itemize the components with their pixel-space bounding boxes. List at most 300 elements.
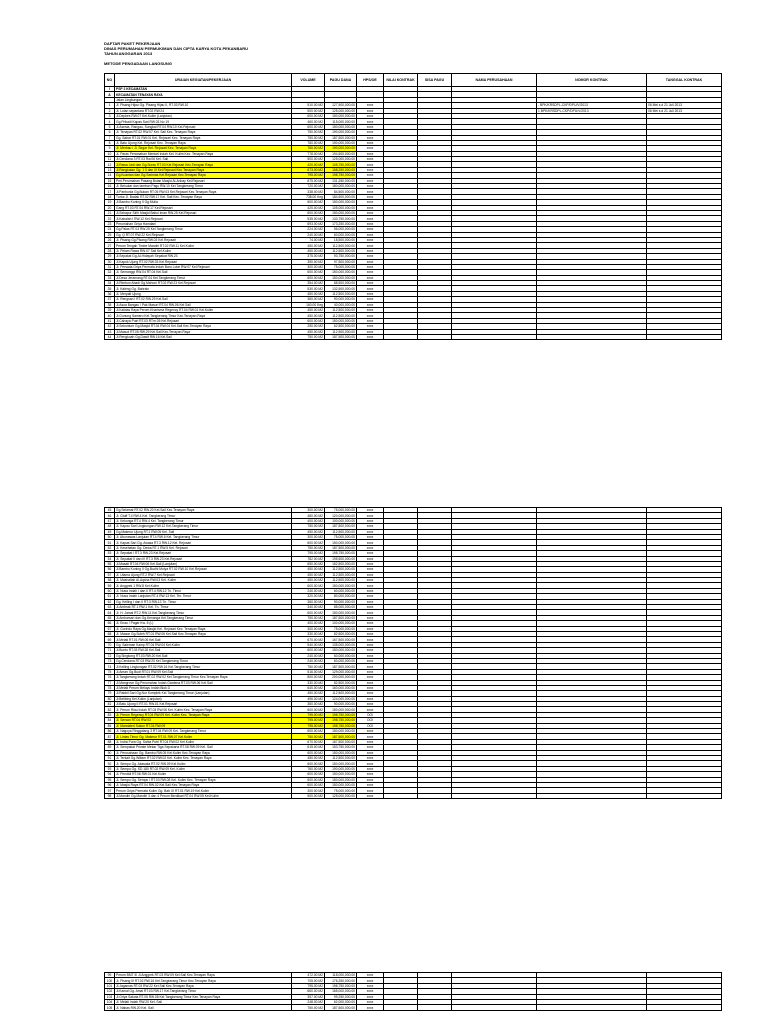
row-volume: 500.00 M2 bbox=[292, 157, 325, 162]
row-volume: 615.00 M2 bbox=[292, 745, 325, 750]
row-uraian: Jl.Asesta, Rangau, Sungkai RT.04 RW.10 Kel.Rejosari bbox=[115, 124, 292, 129]
row-uraian: Jl. Semanggi RW.04 RT.04 Kel.Sail bbox=[115, 270, 292, 275]
row-uraian: Jl.Bambu Kuning II Gg.Budhi Mulya RT.02 RW.10 Kel.Rejosari bbox=[115, 567, 292, 572]
row-no: 84 bbox=[105, 718, 115, 723]
row-pagu: 150,000,000.00 bbox=[325, 707, 357, 712]
row-volume: 750.00 M2 bbox=[292, 664, 325, 669]
row-uraian: Jl. Mawar Gg.Soleh RT.01 RW.06 Kel.Sail Kec.Tenayan Raya bbox=[115, 631, 292, 636]
row-uraian: Jl.Rangkaian Gg. 1 II dan III Kel.Rejosari Kec.Tenayan Raya bbox=[115, 167, 292, 172]
row-pagu: 190,000,000.00 bbox=[325, 130, 357, 135]
row-pagu: 100,000,000.00 bbox=[325, 518, 357, 523]
col-nilai-kontrak: NILAI KONTRAK bbox=[384, 74, 418, 87]
row-volume: 795.00 M2 bbox=[292, 983, 325, 988]
row-pagu: 198,750,000.00 bbox=[325, 712, 357, 717]
row-volume: 795.00 M2 bbox=[292, 173, 325, 178]
row-volume: 800.00 M2 bbox=[292, 675, 325, 680]
row-hps: xxxx bbox=[357, 978, 384, 983]
row-uraian: Jl. H. Jamal RT.2 RW.11 Kel.Tangkerang Timur bbox=[115, 610, 292, 615]
row-uraian: Jl.Masati RT.04 RW.06 Kel.Sail (Lanjutan) bbox=[115, 561, 292, 566]
row-uraian: Jl.Melati RT.01 RW.06 Kel.Sail bbox=[115, 637, 292, 642]
row-volume: 354.00 M2 bbox=[292, 281, 325, 286]
row-hps: xxxx bbox=[357, 750, 384, 755]
row-volume: 360.00 M2 bbox=[292, 297, 325, 302]
row-uraian: Jl. Indra Pura Gg. Sahla Putri RT.04 RW.02 Kel.Kulim bbox=[115, 739, 292, 744]
row-no: 78 bbox=[105, 685, 115, 690]
row-uraian: Jl.Tangkerang Indah RT.02 RW.02 Kel.Tangkerang Timur Kec.Tenayan Raya bbox=[115, 675, 292, 680]
row-pagu: 82,500,000.00 bbox=[325, 680, 357, 685]
row-uraian: Jl.Kelling Lingkungan RT.02 RW.16 Kel.Tangkerang Timur bbox=[115, 664, 292, 669]
row-hps: xxxx bbox=[357, 1005, 384, 1010]
row-pagu: 115,000,000.00 bbox=[325, 119, 357, 124]
row-uraian: Gg. Q RT.07 RW.22 Kel.Rejosari bbox=[115, 232, 292, 237]
row-volume: 600.00 M2 bbox=[292, 707, 325, 712]
row-hps: xxxx bbox=[357, 221, 384, 226]
row-no: 76 bbox=[105, 675, 115, 680]
table-page-3 bbox=[104, 972, 722, 1011]
row-no: 69 bbox=[105, 637, 115, 642]
row-pagu: 187,500,000.00 bbox=[325, 524, 357, 529]
row-no: 80 bbox=[105, 696, 115, 701]
row-pagu: 80,000,000.00 bbox=[325, 594, 357, 599]
col-hps: HPS/OE bbox=[357, 74, 384, 87]
row-pagu: 150,000,000.00 bbox=[325, 761, 357, 766]
row-hps: xxxx bbox=[357, 518, 384, 523]
row-pagu: 84,500,000.00 bbox=[325, 189, 357, 194]
row-uraian: Jl. Paras Peramahan Mentari Indah Kel. Kulim Kec. Tenayan Raya bbox=[115, 151, 292, 156]
row-hps: xxxx bbox=[357, 119, 384, 124]
row-pagu: 82,500,000.00 bbox=[325, 631, 357, 636]
row-volume: 360.00 M2 bbox=[292, 702, 325, 707]
row-nama-perusahaan bbox=[452, 1005, 537, 1010]
row-hps: xxxx bbox=[357, 594, 384, 599]
row-volume: 600.00 M2 bbox=[292, 540, 325, 545]
row-pagu: 112,500,000.00 bbox=[325, 291, 357, 296]
row-no: 19 bbox=[105, 200, 115, 205]
row-pagu: 118,000,000.00 bbox=[325, 973, 357, 978]
row-hps: xxxx bbox=[357, 227, 384, 232]
row-uraian: Jl. Sempu Gg. SD 180 RT.02 RW.09 Kel. Kulim bbox=[115, 766, 292, 771]
row-pagu: 150,000,000.00 bbox=[325, 750, 357, 755]
row-hps: xxxx bbox=[357, 313, 384, 318]
row-uraian: Jl. Persada Griya Permata Indah Baru Lotar RW.07 Kel.Rejosari bbox=[115, 264, 292, 269]
row-no: 34 bbox=[105, 281, 115, 286]
row-pagu: 93,750,000.00 bbox=[325, 254, 357, 259]
row-uraian: Jl. Enau / Pagar Kw. 5 (L) bbox=[115, 621, 292, 626]
row-uraian: Jl. Sempu Gg. Sempu I RT.03 RW.08 Kel. Kulim Kec. Tenayan Raya bbox=[115, 777, 292, 782]
row-volume: 778.00 M2 bbox=[292, 151, 325, 156]
row-hps: xxxx bbox=[357, 524, 384, 529]
row-pagu: 198,750,000.00 bbox=[325, 723, 357, 728]
row-no: 72 bbox=[105, 653, 115, 658]
row-no: 49 bbox=[105, 529, 115, 534]
row-no: 6 bbox=[105, 130, 115, 135]
row-sisa-pagu bbox=[418, 793, 452, 798]
row-pagu: 150,000,000.00 bbox=[325, 782, 357, 787]
row-volume: 600.00 M2 bbox=[292, 772, 325, 777]
row-no: 18 bbox=[105, 194, 115, 199]
row-pagu: 60,000,000.00 bbox=[325, 658, 357, 663]
row-uraian: Jl. Kaleng Gg. Bahrain bbox=[115, 286, 292, 291]
row-pagu: 90,000,000.00 bbox=[325, 599, 357, 604]
row-hps: xxxx bbox=[357, 264, 384, 269]
row-volume: 600.00 M2 bbox=[292, 200, 325, 205]
row-no: 79 bbox=[105, 691, 115, 696]
row-uraian: Jl. Gurindo Raya Gg.Masjid Kel. Rejosari Kec. Tenayan Raya bbox=[115, 626, 292, 631]
row-volume: 300.00 M2 bbox=[292, 626, 325, 631]
row-hps: xxxx bbox=[357, 146, 384, 151]
row-pagu: 112,500,000.00 bbox=[325, 578, 357, 583]
row-no: 75 bbox=[105, 669, 115, 674]
row-no: 67 bbox=[105, 626, 115, 631]
row-no: 26 bbox=[105, 237, 115, 242]
row-pagu: 168,250,000.00 bbox=[325, 167, 357, 172]
row-hps: xxxx bbox=[357, 637, 384, 642]
row-volume: 240.00 M2 bbox=[292, 658, 325, 663]
row-uraian: Jl.Rawa Jadi dan Gg.Surau RT.03 Kel.Rejosari Kec.Tenayan Raya bbox=[115, 162, 292, 167]
row-pagu: 173,250,000.00 bbox=[325, 221, 357, 226]
row-uraian: Perum Griya Permata Kulim Gg. Bab XI RT.01 RW.19 Kel.Kulim bbox=[115, 788, 292, 793]
row-no: 28 bbox=[105, 248, 115, 253]
row-hps: xxxx bbox=[357, 745, 384, 750]
row-pagu: 112,500,000.00 bbox=[325, 329, 357, 334]
row-tanggal-kontrak: 06 Mei s.d 21 Juli 2013 bbox=[647, 108, 722, 113]
row-no: 93 bbox=[105, 766, 115, 771]
row-uraian: Jl.Sekapur Sirih Masjid Baitul Iman RW.25 Kel.Rejosari bbox=[115, 210, 292, 215]
row-pagu: 60,000,000.00 bbox=[325, 653, 357, 658]
row-uraian: Jl. Mashallah Al-Aqsha RW.03 Kel. Kulim bbox=[115, 578, 292, 583]
row-volume: 450.00 M2 bbox=[292, 291, 325, 296]
row-volume: 450.00 M2 bbox=[292, 691, 325, 696]
row-no: 47 bbox=[105, 518, 115, 523]
table-page-1 bbox=[104, 73, 722, 340]
row-uraian: Jl. Nagoya Ringgalang 3 RT.04 RW.09 Kel. Tangkerang Timur bbox=[115, 729, 292, 734]
row-uraian: Jl. Sersan RT.04 RW.03 bbox=[115, 718, 292, 723]
row-nilai-kontrak bbox=[384, 793, 418, 798]
row-uraian: Jl. Terkait Gg.Wiliam RT.02 RW.02 Kel. Kulim Kec. Tenayan Raya bbox=[115, 755, 292, 760]
row-uraian: Jl.Aman Gg.Budi RT.01 RW.09 Kel.Sail bbox=[115, 669, 292, 674]
row-pagu: 150,000,000.00 bbox=[325, 777, 357, 782]
group-no: I bbox=[105, 87, 115, 92]
row-uraian: Gg.Pribadi Kapas Sari RW.03 No 19 bbox=[115, 119, 292, 124]
row-volume: 500.00 M2 bbox=[292, 793, 325, 798]
row-pagu: 198,750,000.00 bbox=[325, 551, 357, 556]
row-pagu: 150,000,000.00 bbox=[325, 113, 357, 118]
row-pagu: 88,500,000.00 bbox=[325, 281, 357, 286]
row-hps: xxxx bbox=[357, 318, 384, 323]
row-volume: 340.00 M2 bbox=[292, 605, 325, 610]
row-pagu: 176,250,000.00 bbox=[325, 978, 357, 983]
row-volume: 660.00 M2 bbox=[292, 989, 325, 994]
row-volume: 510.00 M2 bbox=[292, 103, 325, 108]
row-nilai-kontrak bbox=[384, 334, 418, 339]
row-hps: xxxx bbox=[357, 157, 384, 162]
row-no: 22 bbox=[105, 216, 115, 221]
row-hps: xxxx bbox=[357, 583, 384, 588]
row-nomor-kontrak bbox=[537, 334, 647, 339]
row-uraian: Jl. Batu Ujung Kel. Rejosari Kec. Tenayan Raya bbox=[115, 140, 292, 145]
row-volume: 795.00 M2 bbox=[292, 718, 325, 723]
row-hps: xxxx bbox=[357, 200, 384, 205]
row-no: 42 bbox=[105, 324, 115, 329]
row-no: 32 bbox=[105, 270, 115, 275]
row-no: 73 bbox=[105, 658, 115, 663]
row-hps: xxxx bbox=[357, 973, 384, 978]
row-uraian: Gg. Kelling I dan II RT.3 RW.13 Tn. Timur bbox=[115, 599, 292, 604]
row-pagu: 90,000,000.00 bbox=[325, 702, 357, 707]
row-pagu: 150,000,000.00 bbox=[325, 610, 357, 615]
row-volume: 516.00 M2 bbox=[292, 669, 325, 674]
row-hps: xxxx bbox=[357, 729, 384, 734]
row-volume: 600.00 M2 bbox=[292, 275, 325, 280]
row-uraian: Jl. Pisang Gg.Pisang RW.03 Kel.Rejosari bbox=[115, 237, 292, 242]
row-volume: 240.00 M2 bbox=[292, 232, 325, 237]
row-pagu: 75,000,000.00 bbox=[325, 264, 357, 269]
row-no: 27 bbox=[105, 243, 115, 248]
row-uraian: Jl. Nabas RW.20 Kel. Sail bbox=[115, 1005, 292, 1010]
row-no: 35 bbox=[105, 286, 115, 291]
row-pagu: 135,000,000.00 bbox=[325, 642, 357, 647]
row-hps: xxxx bbox=[357, 648, 384, 653]
row-nomor-kontrak: 1 BPK/KRSDPL-CKP/DPU/V/2013 bbox=[537, 108, 647, 113]
row-volume: 600.00 M2 bbox=[292, 583, 325, 588]
row-uraian: Gang RT.03 RT.04 RW.17 Kel.Rejosari bbox=[115, 205, 292, 210]
row-volume: 670.00 M2 bbox=[292, 739, 325, 744]
row-no: 37 bbox=[105, 297, 115, 302]
row-pagu: 184,500,000.00 bbox=[325, 194, 357, 199]
row-no: 43 bbox=[105, 329, 115, 334]
row-no: 15 bbox=[105, 178, 115, 183]
row-volume: 496.00 M2 bbox=[292, 696, 325, 701]
row-pagu: 150,000,000.00 bbox=[325, 124, 357, 129]
row-volume: 600.00 M2 bbox=[292, 113, 325, 118]
row-hps: xxxx bbox=[357, 508, 384, 513]
row-uraian: Jl.Buntu RT.03 RW.28 Kel.Sail bbox=[115, 648, 292, 653]
row-uraian: Jl.Bambu Kuning II Gg.Mulia bbox=[115, 200, 292, 205]
row-hps: xxxx bbox=[357, 281, 384, 286]
row-volume: 670.00 M2 bbox=[292, 637, 325, 642]
row-pagu: 187,500,000.00 bbox=[325, 615, 357, 620]
row-hps: xxxx bbox=[357, 772, 384, 777]
row-uraian: Gg.Kuantan dan Gg.Sarimas Kel.Rejosari Kec.Tenayan Raya bbox=[115, 173, 292, 178]
row-volume: 375.00 M2 bbox=[292, 254, 325, 259]
row-no: 92 bbox=[105, 761, 115, 766]
row-pagu: 112,500,000.00 bbox=[325, 567, 357, 572]
row-uraian: Jl.Desa Jeramang RT.04 Kel.Tangkerang Timur bbox=[115, 275, 292, 280]
row-volume: 300.00 M2 bbox=[292, 534, 325, 539]
row-no: 8 bbox=[105, 140, 115, 145]
row-volume: 795.00 M2 bbox=[292, 551, 325, 556]
row-hps: xxxx bbox=[357, 232, 384, 237]
row-volume: 450.00 M2 bbox=[292, 755, 325, 760]
row-uraian: Perl.Perumahan Pasang Bulan Masjid Al-Anbay Kel.Rejosari bbox=[115, 178, 292, 183]
row-hps: xxxx bbox=[357, 178, 384, 183]
row-volume: 224.00 M2 bbox=[292, 227, 325, 232]
row-hps: xxxx bbox=[357, 572, 384, 577]
row-hps: xxxx bbox=[357, 561, 384, 566]
row-uraian: Jl.Cendana 3 RT.03 Rw.06 Kel. Sail bbox=[115, 157, 292, 162]
row-no: 81 bbox=[105, 702, 115, 707]
row-no: 30 bbox=[105, 259, 115, 264]
row-pagu: 165,000,000.00 bbox=[325, 989, 357, 994]
row-uraian: Jl.Cahaya Putri RT.03 RTm.05 Kel.Rejosari bbox=[115, 318, 292, 323]
row-no: 99 bbox=[105, 973, 115, 978]
row-pagu: 129,000,000.00 bbox=[325, 669, 357, 674]
row-volume: 600.00 M2 bbox=[292, 610, 325, 615]
row-uraian: Jl. Mandaleri Sukun RT.04 RW.09 bbox=[115, 723, 292, 728]
row-pagu: 167,500,000.00 bbox=[325, 739, 357, 744]
row-hps: xxxx bbox=[357, 664, 384, 669]
row-hps: xxxx bbox=[357, 534, 384, 539]
row-hps: xxxx bbox=[357, 324, 384, 329]
row-pagu: 75,000,000.00 bbox=[325, 788, 357, 793]
row-uraian: Perumahan Griya Hamdani bbox=[115, 221, 292, 226]
row-hps: xxxx bbox=[357, 124, 384, 129]
row-pagu: 124,000,000.00 bbox=[325, 696, 357, 701]
row-no: 56 bbox=[105, 567, 115, 572]
row-pagu: 150,000,000.00 bbox=[325, 275, 357, 280]
row-no: 62 bbox=[105, 599, 115, 604]
row-pagu: 190,000,000.00 bbox=[325, 146, 357, 151]
row-volume: 750.00 M2 bbox=[292, 130, 325, 135]
row-nama-perusahaan bbox=[452, 793, 537, 798]
row-volume: 420.00 M2 bbox=[292, 162, 325, 167]
row-volume: 248.00 M2 bbox=[292, 999, 325, 1004]
row-no: 5 bbox=[105, 124, 115, 129]
row-uraian: Jl. Kekunga RT.4 RW.4 Kel. Tangkerang Timur bbox=[115, 518, 292, 523]
row-uraian: Jl.Kabalah I RW.12 Kel.Rejosari bbox=[115, 216, 292, 221]
row-no: 68 bbox=[105, 631, 115, 636]
row-pagu: 190,000,000.00 bbox=[325, 766, 357, 771]
row-nomor-kontrak: - BPK/KRSDPL-CKP/DPU/V/2013 bbox=[537, 103, 647, 108]
row-hps: xxxx bbox=[357, 286, 384, 291]
row-no: 91 bbox=[105, 755, 115, 760]
row-hps: xxxx bbox=[357, 151, 384, 156]
row-no: 24 bbox=[105, 227, 115, 232]
row-uraian: Gg.Selamat RT.02 RW.20 Kel.Sail Kec.Tenayan Raya bbox=[115, 508, 292, 513]
row-uraian: Jl. Kapas Sari Gg. Awasa RT.3 RW.12 Kel. Rejosari bbox=[115, 540, 292, 545]
row-hps: xxxx bbox=[357, 173, 384, 178]
row-pagu: 60,000,000.00 bbox=[325, 232, 357, 237]
col-nama-perusahaan: NAMA PERUSAHAAN bbox=[452, 74, 537, 87]
row-hps: xxxx bbox=[357, 685, 384, 690]
row-no: 41 bbox=[105, 318, 115, 323]
row-volume: 540.00 M2 bbox=[292, 642, 325, 647]
row-no: 16 bbox=[105, 184, 115, 189]
row-pagu: 198,750,000.00 bbox=[325, 173, 357, 178]
row-hps: xxxx bbox=[357, 135, 384, 140]
row-hps: xxxx bbox=[357, 167, 384, 172]
row-no: 4 bbox=[105, 119, 115, 124]
row-no: 46 bbox=[105, 513, 115, 518]
row-uraian: Jl. Pisang III RT.02 RW.16 Kel.Tangkerang Timur Kec.Tenayan Raya bbox=[115, 978, 292, 983]
row-uraian: Jl.Panbunia Gg.Bukan RT.05 RW.03 Kel.Rejosari Kec.Tenayan Raya bbox=[115, 189, 292, 194]
table-row bbox=[105, 793, 722, 798]
row-uraian: Jl. Bekukar dan lambun Pagu RW.10 Kel.Tangkerang Timur bbox=[115, 184, 292, 189]
row-pagu: 150,000,000.00 bbox=[325, 648, 357, 653]
row-hps: xxxx bbox=[357, 755, 384, 760]
row-pagu: 150,000,000.00 bbox=[325, 540, 357, 545]
row-uraian: Jl. Lulan sepantara RT.02 RW.24 bbox=[115, 108, 292, 113]
row-volume: 600.00 M2 bbox=[292, 210, 325, 215]
table-page-2 bbox=[104, 507, 722, 799]
row-no: 23 bbox=[105, 221, 115, 226]
row-volume: 750.00 M2 bbox=[292, 135, 325, 140]
row-uraian: Jl.Depkes RW.07 Kel.Kulim (Lanjutan) bbox=[115, 113, 292, 118]
row-no: 94 bbox=[105, 772, 115, 777]
row-volume: 160.00 Keg bbox=[292, 302, 325, 307]
row-uraian: Jl. Perum Riau Indah RT.03 RW.06 Kel. Kulim Kec. Tenayan Raya bbox=[115, 707, 292, 712]
row-uraian: Jl. Nusa Indah I dan II RT.4 RW.12 Tn. Timur bbox=[115, 588, 292, 593]
row-uraian: Jl.Rengkuah Gg.Dawit RW.16 Kel.Sail bbox=[115, 334, 292, 339]
row-pagu: 112,500,000.00 bbox=[325, 243, 357, 248]
row-uraian: Jl. Melati Indah RW.20 Kel. Sail bbox=[115, 999, 292, 1004]
row-uraian: Jl.Ambrak RT.1 RW.1 Kel. Tn. Timur bbox=[115, 605, 292, 610]
row-hps: xxxx bbox=[357, 270, 384, 275]
row-volume: 320.00 M2 bbox=[292, 594, 325, 599]
row-hps: xxxx bbox=[357, 556, 384, 561]
row-no: 55 bbox=[105, 561, 115, 566]
header-line-2: DINAS PERUMAHAN PERMUKIMAN DAN CIPTA KARYA KOTA PEKANBARU bbox=[104, 46, 249, 51]
row-hps: xxxx bbox=[357, 631, 384, 636]
row-uraian: Jl.Asoa Bangau / Pak Masuri RT.04 RW.06 Kel.Sail bbox=[115, 302, 292, 307]
header-line-1: DAFTAR PAKET PEKERJAAN bbox=[104, 41, 161, 46]
row-volume: 472.00 M2 bbox=[292, 973, 325, 978]
row-volume: 300.00 M2 bbox=[292, 788, 325, 793]
row-no: 64 bbox=[105, 610, 115, 615]
row-uraian: Gg. Sabar RT.01 RW.01 Kel. Rejosari Kec. Tenayan Raya bbox=[115, 135, 292, 140]
row-volume: 400.00 M2 bbox=[292, 621, 325, 626]
table-row bbox=[105, 334, 722, 339]
row-no: 52 bbox=[105, 545, 115, 550]
row-hps: xxxx bbox=[357, 108, 384, 113]
row-uraian: Jl. Merpati Ujung bbox=[115, 291, 292, 296]
row-volume: 400.00 M2 bbox=[292, 518, 325, 523]
row-volume: 795.00 M2 bbox=[292, 712, 325, 717]
row-uraian: Jl. Sempakat Private Mekar Tiga Sepakaria RT.08 RW.09 Kel. Sail bbox=[115, 745, 292, 750]
row-pagu: 180,000,000.00 bbox=[325, 184, 357, 189]
row-no: 97 bbox=[105, 788, 115, 793]
row-no: 98 bbox=[105, 793, 115, 798]
row-pagu: 125,000,000.00 bbox=[325, 793, 357, 798]
row-volume: 450.00 M2 bbox=[292, 578, 325, 583]
row-uraian: Jl. Perum Regency RT.04 RW.09 Kel. Kulim Kec. Tenayan Raya bbox=[115, 712, 292, 717]
col-no: NO bbox=[105, 74, 115, 87]
row-hps: xxxx bbox=[357, 308, 384, 313]
row-pagu: 112,500,000.00 bbox=[325, 529, 357, 534]
row-hps: xxxx bbox=[357, 275, 384, 280]
row-uraian: Jl.Mandiri Gg.Mandiri 3 dan 4 Perum Berdikari RT.04 RW.05 Kel.Kulim bbox=[115, 793, 292, 798]
row-hps: xxxx bbox=[357, 983, 384, 988]
row-no: 50 bbox=[105, 534, 115, 539]
row-volume: 750.00 M2 bbox=[292, 524, 325, 529]
row-no: 71 bbox=[105, 648, 115, 653]
row-pagu: 194,500,000.00 bbox=[325, 151, 357, 156]
row-no: 2 bbox=[105, 108, 115, 113]
row-volume: 420.00 M2 bbox=[292, 205, 325, 210]
row-no: 90 bbox=[105, 750, 115, 755]
row-volume: 705.00 M2 bbox=[292, 978, 325, 983]
row-pagu: 75,000,000.00 bbox=[325, 508, 357, 513]
row-uraian: Jl. Pelam Rawa RW.07 Sail Kel.Kulim bbox=[115, 248, 292, 253]
row-volume: 450.00 M2 bbox=[292, 313, 325, 318]
row-uraian: Gg.Makmur Ujung RT.1 RW.05 Kel. Sail bbox=[115, 529, 292, 534]
row-uraian: Jl. Perusahaan Gg. Bambu RW.05 Kel.Kulim Kec.Tenayan Raya bbox=[115, 750, 292, 755]
row-pagu: 187,500,000.00 bbox=[325, 545, 357, 550]
row-hps: xxxx bbox=[357, 259, 384, 264]
row-hps: xxxx bbox=[357, 739, 384, 744]
row-no: 38 bbox=[105, 302, 115, 307]
row-pagu: 97,500,000.00 bbox=[325, 259, 357, 264]
